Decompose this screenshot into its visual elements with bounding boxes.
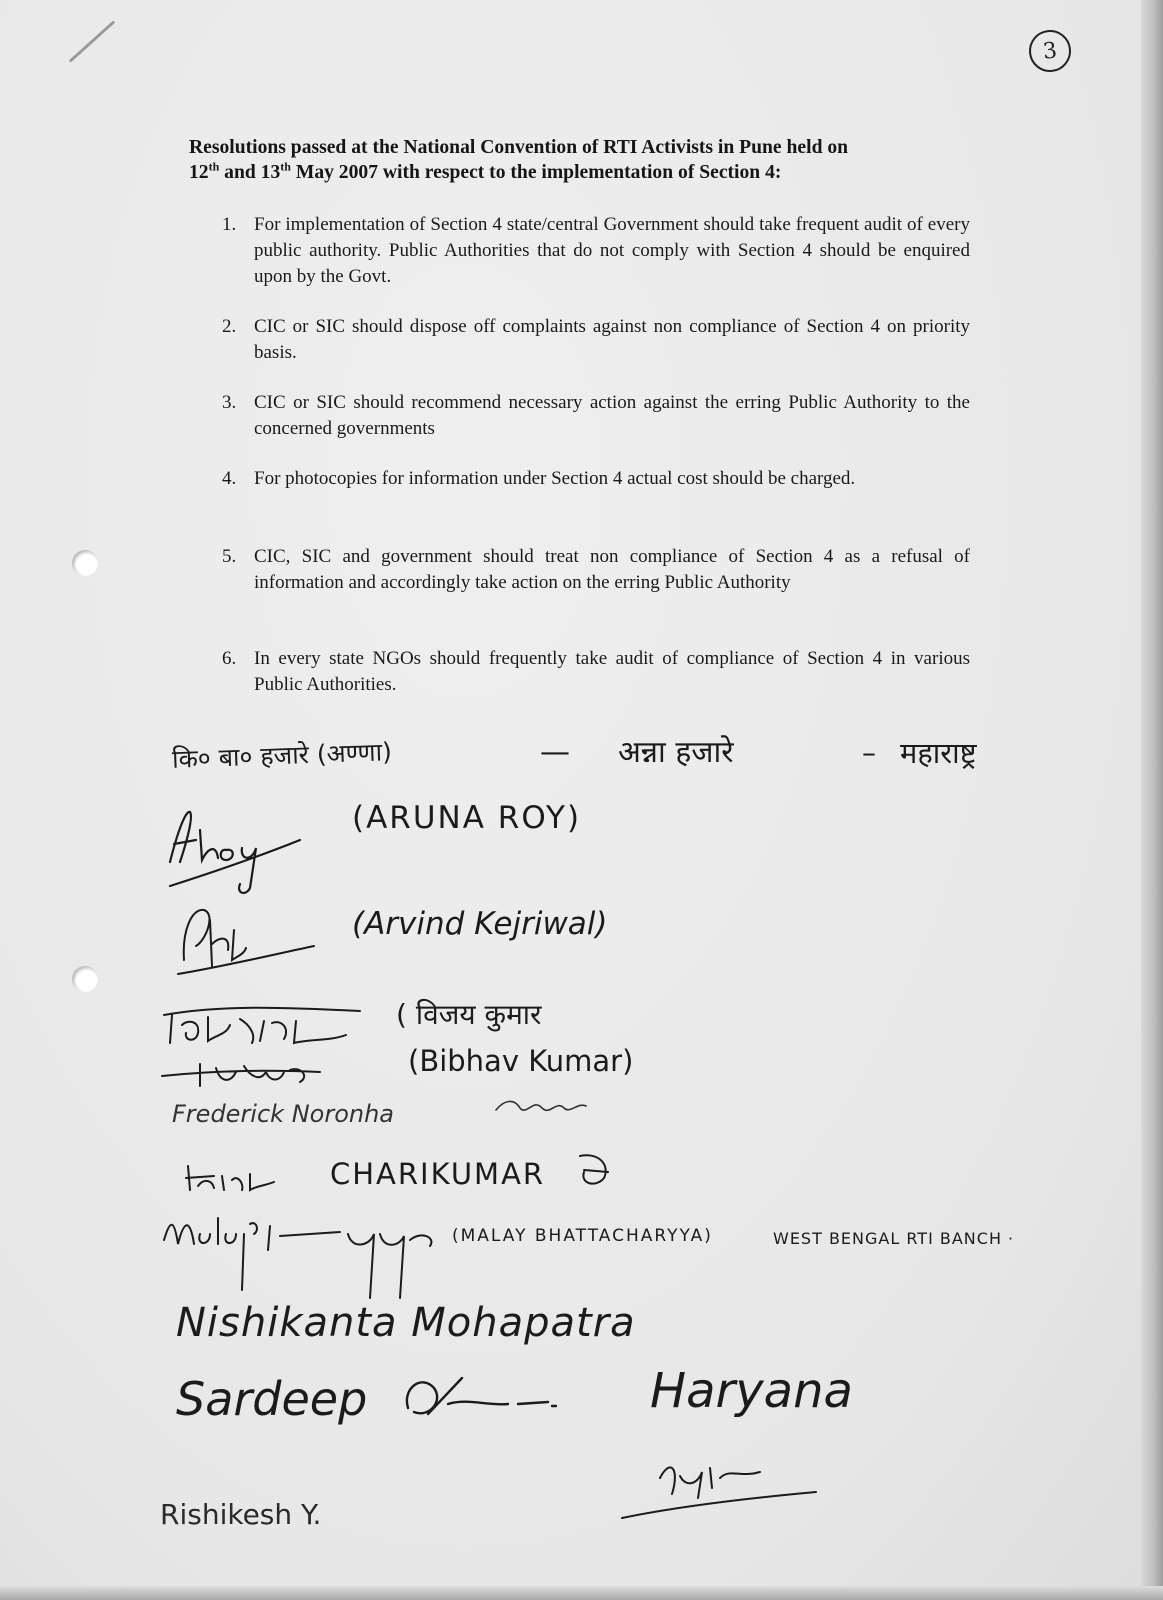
sardeep-state: Haryana xyxy=(650,1363,853,1419)
resolution-item xyxy=(222,544,970,596)
hazare-state: महाराष्ट्र xyxy=(900,736,977,770)
kejriwal-name: (Arvind Kejriwal) xyxy=(352,906,608,942)
heading-line-2 xyxy=(189,160,969,185)
rishikesh-handwritten-signature xyxy=(620,1448,820,1532)
charikumar-name: CHARIKUMAR xyxy=(330,1157,546,1191)
resolution-item xyxy=(222,212,970,290)
document-heading xyxy=(189,135,969,185)
resolution-number: 2. xyxy=(222,316,237,337)
resolution-item xyxy=(222,466,970,492)
resolution-number: 1. xyxy=(222,214,237,235)
bibhav-name: (Bibhav Kumar) xyxy=(408,1044,634,1078)
resolution-number: 5. xyxy=(222,546,237,567)
hazare-dash: — xyxy=(540,735,570,770)
heading-line-1: Resolutions passed at the National Convention of RTI Activists in Pune held on xyxy=(189,137,849,158)
malay-organisation: WEST BENGAL RTI BANCH · xyxy=(773,1229,1015,1248)
roy-name: (ARUNA ROY) xyxy=(352,800,582,836)
vijay-name: ( विजय कुमार xyxy=(396,998,542,1031)
resolution-number: 4. xyxy=(222,468,237,489)
bibhav-handwritten-signature xyxy=(160,1052,330,1096)
heading-day2: 13 xyxy=(260,162,281,183)
staple-mark xyxy=(69,20,116,62)
page-bottom-shadow xyxy=(0,1586,1163,1600)
malay-signature xyxy=(160,1210,460,1307)
charikumar-handwritten-signature xyxy=(184,1160,294,1198)
resolution-number: 3. xyxy=(222,392,237,413)
resolution-item xyxy=(222,646,970,698)
noronha-handwritten-signature xyxy=(494,1090,594,1128)
heading-ordinal1: th xyxy=(208,159,220,174)
resolution-text: For photocopies for information under Section 4 actual cost should be charged. xyxy=(254,468,856,489)
sardeep-name: Sardeep xyxy=(176,1372,368,1426)
roy-handwritten-signature xyxy=(160,800,310,899)
vijay-handwritten-signature xyxy=(160,995,380,1059)
charikumar-initial-mark xyxy=(570,1150,620,1194)
noronha-name: Frederick Noronha xyxy=(172,1100,395,1128)
resolution-text: For implementation of Section 4 state/central Government should take frequent audit of every public authority. Public Authorities that do not comply with Section 4 should be enquired upon by the Govt. xyxy=(254,214,970,287)
malay-name: (MALAY BHATTACHARYYA) xyxy=(452,1226,713,1246)
hazare-signature: कि० बा० हजारे (अण्णा) xyxy=(171,737,393,774)
resolution-number: 6. xyxy=(222,648,237,669)
heading-and: and xyxy=(219,162,261,183)
resolution-item xyxy=(222,390,970,442)
rishikesh-name: Rishikesh Y. xyxy=(160,1498,322,1531)
page-edge-shadow xyxy=(1141,0,1163,1600)
resolution-text: CIC, SIC and government should treat non compliance of Section 4 as a refusal of information and accordingly take action on the erring Public Authority xyxy=(254,546,970,593)
resolution-text: In every state NGOs should frequently take audit of compliance of Section 4 in various Public Authorities. xyxy=(254,648,970,695)
hazare-name: अन्ना हजारे xyxy=(618,735,734,770)
nishikanta-name: Nishikanta Mohapatra xyxy=(176,1300,636,1346)
resolution-text: CIC or SIC should recommend necessary action against the erring Public Authority to the concerned governments xyxy=(254,392,970,439)
kejriwal-handwritten-signature xyxy=(176,900,316,984)
resolution-text: CIC or SIC should dispose off complaints against non compliance of Section 4 on priority basis. xyxy=(254,316,970,363)
sardeep-handwritten-signature xyxy=(398,1368,568,1442)
heading-ordinal2: th xyxy=(280,159,291,174)
punch-hole xyxy=(72,550,98,576)
heading-rest: May 2007 with respect to the implementation of Section 4: xyxy=(290,162,782,183)
resolution-item xyxy=(222,314,970,366)
heading-day1: 12 xyxy=(189,162,209,183)
hazare-state-dash: – xyxy=(862,736,876,769)
punch-hole xyxy=(72,966,98,992)
page-number: 3 xyxy=(1027,28,1073,74)
